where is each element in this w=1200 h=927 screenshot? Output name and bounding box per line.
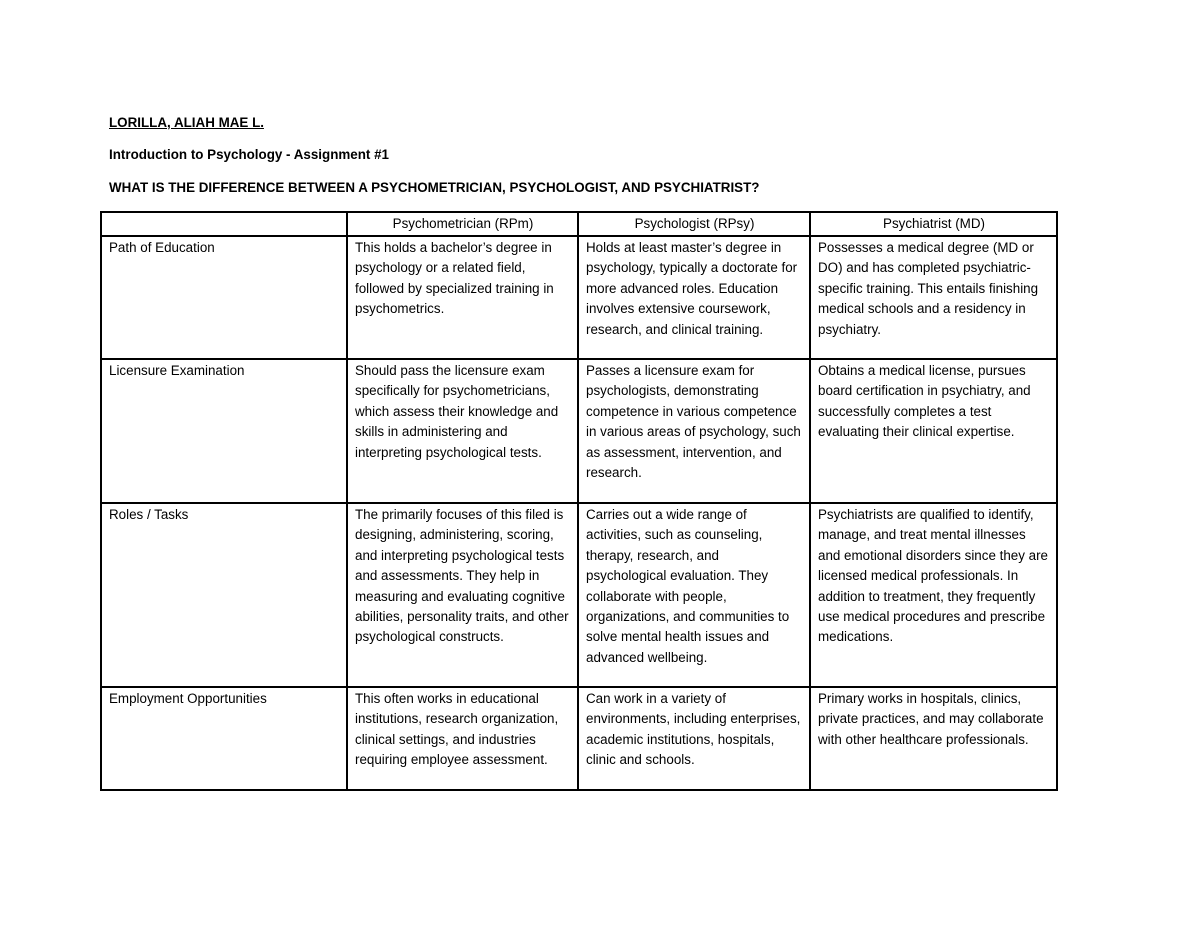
psychologist-cell: Passes a licensure exam for psychologists, demonstrating competence in various competence in various areas of psychology, such as assessment, intervention, and research. [578, 359, 810, 503]
row-label: Employment Opportunities [101, 687, 347, 790]
header-cell-empty [101, 212, 347, 236]
student-name: LORILLA, ALIAH MAE L. [109, 115, 264, 130]
table-row [101, 236, 1057, 359]
course-title: Introduction to Psychology - Assignment #1 [109, 147, 389, 162]
row-label: Licensure Examination [101, 359, 347, 503]
row-label: Roles / Tasks [101, 503, 347, 687]
psychometrician-cell: The primarily focuses of this filed is designing, administering, scoring, and interpreting psychological tests and assessments. They help in measuring and evaluating cognitive abilities, personality traits, and other psychological constructs. [347, 503, 578, 687]
header-psychometrician: Psychometrician (RPm) [347, 212, 578, 236]
assignment-question: WHAT IS THE DIFFERENCE BETWEEN A PSYCHOMETRICIAN, PSYCHOLOGIST, AND PSYCHIATRIST? [109, 180, 760, 195]
table-header-row [101, 212, 1057, 236]
psychiatrist-cell: Possesses a medical degree (MD or DO) and has completed psychiatric-specific training. This entails finishing medical schools and a residency in psychiatry. [810, 236, 1057, 359]
psychologist-cell: Can work in a variety of environments, including enterprises, academic institutions, hospitals, clinic and schools. [578, 687, 810, 790]
psychologist-cell: Carries out a wide range of activities, such as counseling, therapy, research, and psychological evaluation. They collaborate with people, organizations, and communities to solve mental health issues and advanced wellbeing. [578, 503, 810, 687]
psychometrician-cell: This holds a bachelor’s degree in psychology or a related field, followed by specialized training in psychometrics. [347, 236, 578, 359]
psychometrician-cell: Should pass the licensure exam specifically for psychometricians, which assess their knowledge and skills in administering and interpreting psychological tests. [347, 359, 578, 503]
psychiatrist-cell: Obtains a medical license, pursues board certification in psychiatry, and successfully completes a test evaluating their clinical expertise. [810, 359, 1057, 503]
psychometrician-cell: This often works in educational institutions, research organization, clinical settings, and industries requiring employee assessment. [347, 687, 578, 790]
header-psychiatrist: Psychiatrist (MD) [810, 212, 1057, 236]
table-row [101, 503, 1057, 687]
psychiatrist-cell: Primary works in hospitals, clinics, private practices, and may collaborate with other healthcare professionals. [810, 687, 1057, 790]
header-psychologist: Psychologist (RPsy) [578, 212, 810, 236]
comparison-table [100, 211, 1058, 791]
table-row [101, 687, 1057, 790]
psychologist-cell: Holds at least master’s degree in psychology, typically a doctorate for more advanced roles. Education involves extensive coursework, research, and clinical training. [578, 236, 810, 359]
psychiatrist-cell: Psychiatrists are qualified to identify, manage, and treat mental illnesses and emotional disorders since they are licensed medical professionals. In addition to treatment, they frequently use medical procedures and prescribe medications. [810, 503, 1057, 687]
table-row [101, 359, 1057, 503]
row-label: Path of Education [101, 236, 347, 359]
